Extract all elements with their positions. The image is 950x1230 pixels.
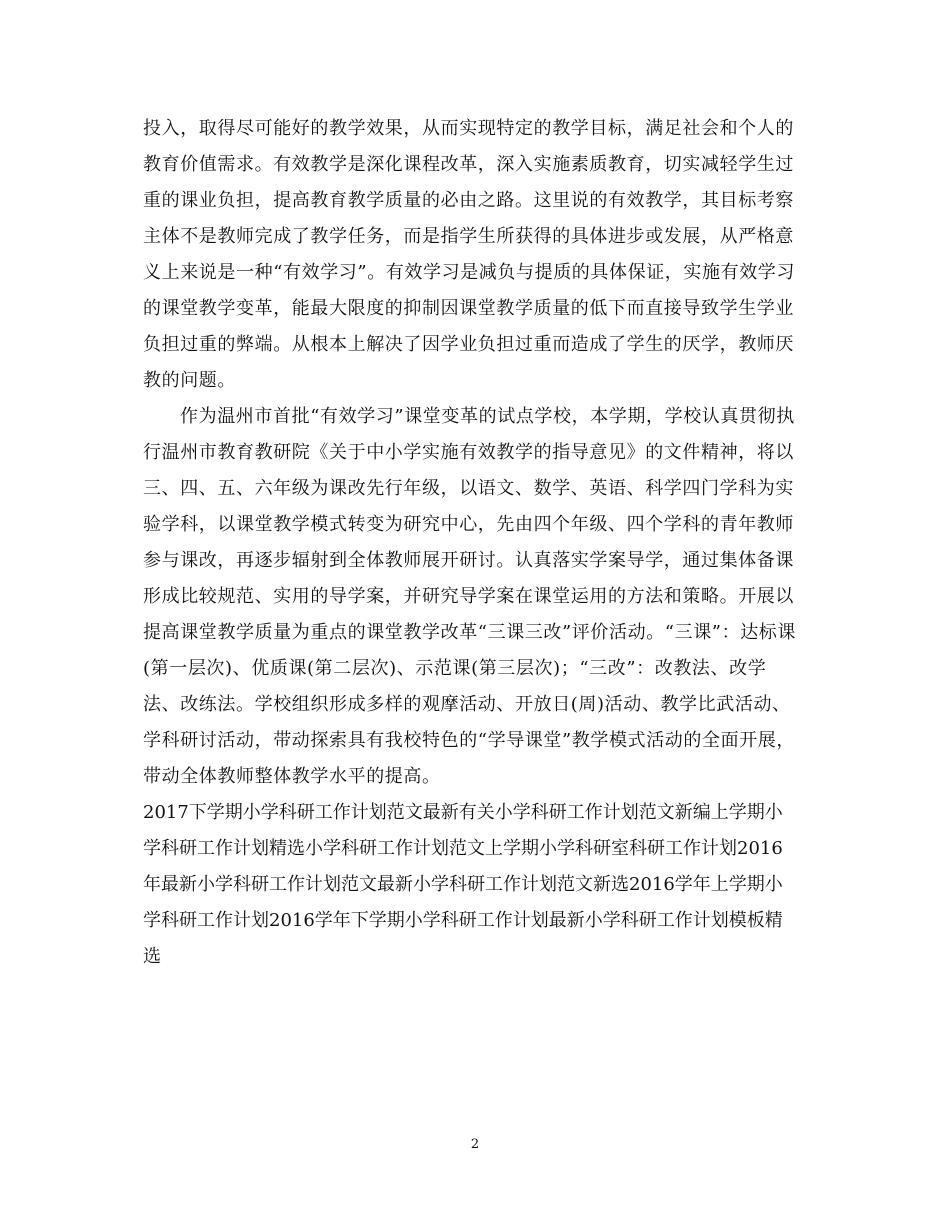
paragraph-2-line-8: (第一层次)、优质课(第二层次)、示范课(第三层次)；“三改”：改教法、改学 [143, 658, 767, 679]
paragraph-1-line-2: 教育价值需求。有效教学是深化课程改革，深入实施素质教育，切实减轻学生过 [143, 154, 794, 175]
related-titles-line-3: 年最新小学科研工作计划范文最新小学科研工作计划范文新选2016学年上学期小 [143, 874, 783, 895]
related-titles-line-5: 选 [143, 946, 161, 967]
paragraph-1-line-8: 教的问题。 [143, 370, 236, 391]
paragraph-1-line-5: 义上来说是一种“有效学习”。有效学习是减负与提质的具体保证，实施有效学习 [143, 262, 796, 283]
related-titles-line-4: 学科研工作计划2016学年下学期小学科研工作计划最新小学科研工作计划模板精 [143, 910, 783, 931]
paragraph-1-line-3: 重的课业负担，提高教育教学质量的必由之路。这里说的有效教学，其目标考察 [143, 190, 794, 211]
related-titles-line-1: 2017下学期小学科研工作计划范文最新有关小学科研工作计划范文新编上学期小 [143, 802, 783, 823]
paragraph-2-line-1: 作为温州市首批“有效学习”课堂变革的试点学校，本学期，学校认真贯彻执 [180, 406, 795, 427]
page-number: 2 [470, 1137, 480, 1152]
paragraph-1-line-1: 投入，取得尽可能好的教学效果，从而实现特定的教学目标，满足社会和个人的 [143, 118, 794, 139]
paragraph-2-line-2: 行温州市教育教研院《关于中小学实施有效教学的指导意见》的文件精神，将以 [143, 442, 794, 463]
paragraph-2-line-11: 带动全体教师整体教学水平的提高。 [143, 766, 441, 787]
paragraph-2-line-4: 验学科，以课堂教学模式转变为研究中心，先由四个年级、四个学科的青年教师 [143, 514, 794, 535]
paragraph-2-line-6: 形成比较规范、实用的导学案，并研究导学案在课堂运用的方法和策略。开展以 [143, 586, 794, 607]
paragraph-2-line-7: 提高课堂教学质量为重点的课堂教学改革“三课三改”评价活动。“三课”：达标课 [143, 622, 797, 643]
paragraph-2-line-5: 参与课改，再逐步辐射到全体教师展开研讨。认真落实学案导学，通过集体备课 [143, 550, 794, 571]
paragraph-1-line-6: 的课堂教学变革，能最大限度的抑制因课堂教学质量的低下而直接导致学生学业 [143, 298, 794, 319]
paragraph-2-line-3: 三、四、五、六年级为课改先行年级，以语文、数学、英语、科学四门学科为实 [143, 478, 794, 499]
paragraph-2-line-10: 学科研讨活动，带动探索具有我校特色的“学导课堂”教学模式活动的全面开展， [143, 730, 796, 751]
related-titles-line-2: 学科研工作计划精选小学科研工作计划范文上学期小学科研室科研工作计划2016 [143, 838, 783, 859]
paragraph-1-line-4: 主体不是教师完成了教学任务，而是指学生所获得的具体进步或发展，从严格意 [143, 226, 794, 247]
paragraph-2-line-9: 法、改练法。学校组织形成多样的观摩活动、开放日(周)活动、教学比武活动、 [143, 694, 791, 715]
paragraph-1-line-7: 负担过重的弊端。从根本上解决了因学业负担过重而造成了学生的厌学，教师厌 [143, 334, 794, 355]
